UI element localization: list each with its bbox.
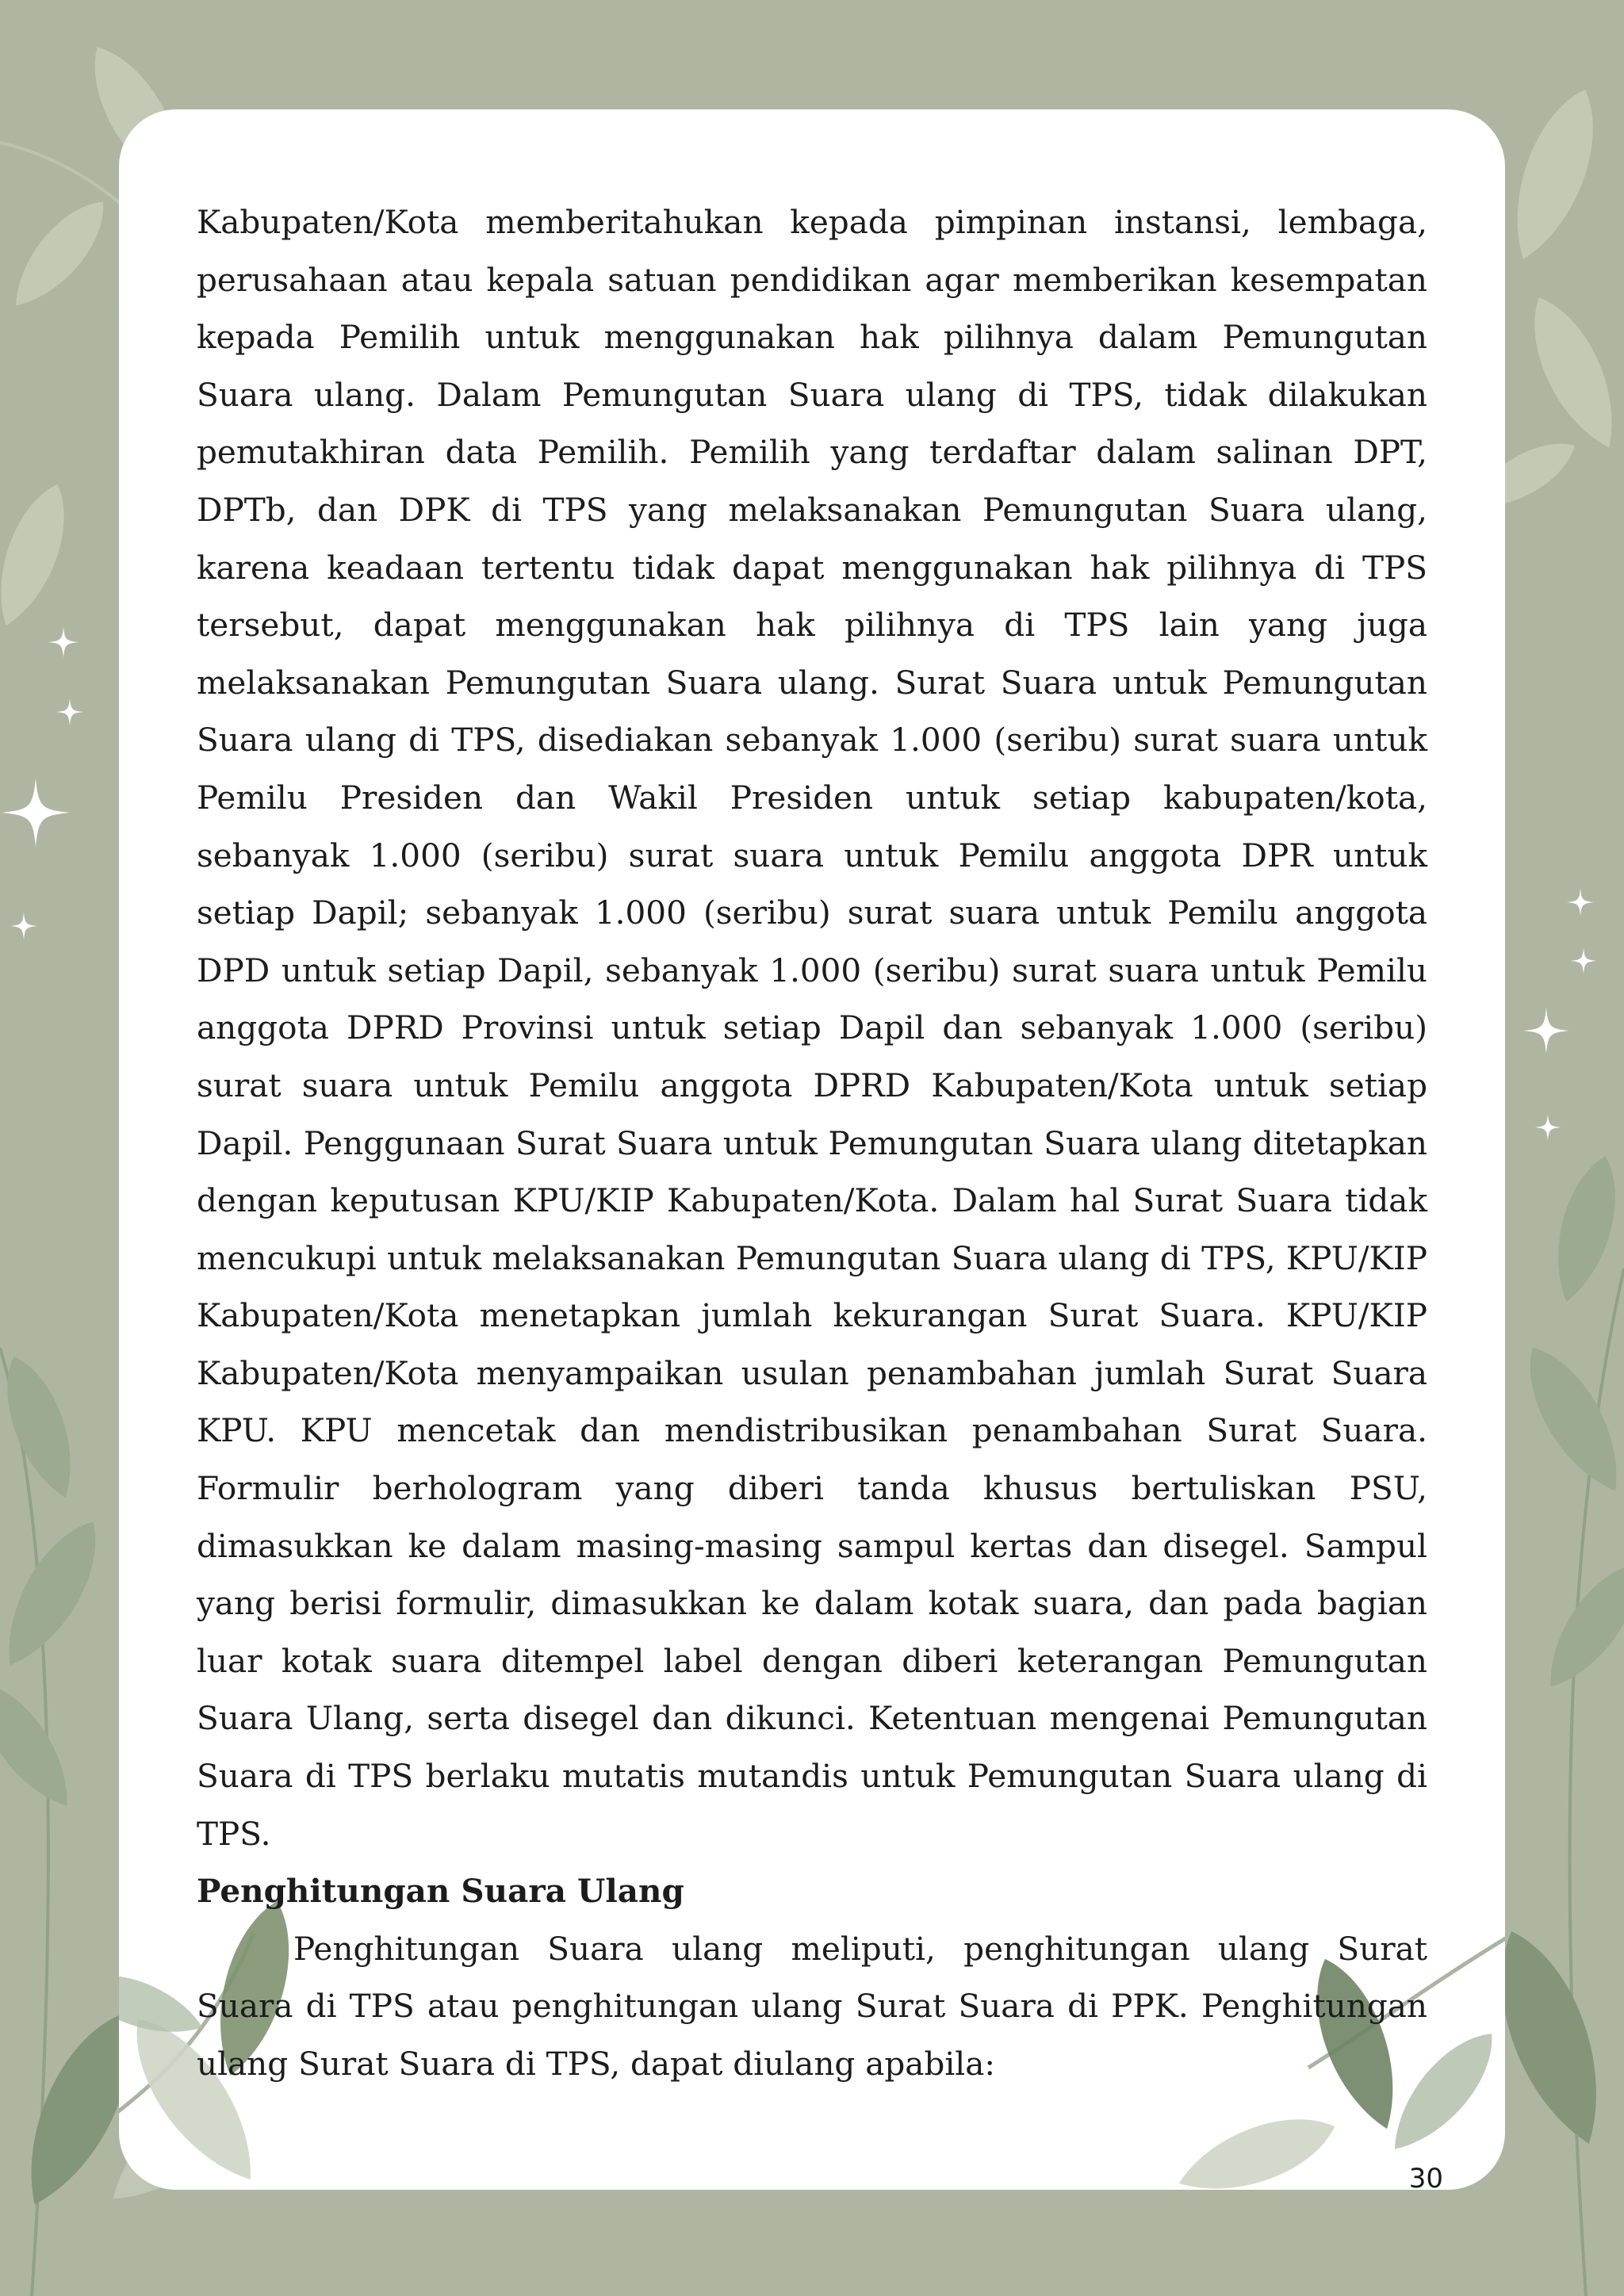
section-heading: Penghitungan Suara Ulang: [197, 1872, 684, 1911]
sparkle-icon: [2, 779, 70, 847]
sparkle-icon: [1571, 948, 1597, 974]
leaf-icon: [1170, 2101, 1344, 2190]
sparkles-left: [2, 627, 83, 939]
leaf-icon: [0, 1669, 87, 1820]
sparkle-icon: [56, 698, 84, 726]
sparkle-icon: [1523, 1008, 1569, 1054]
sparkle-icon: [1535, 1115, 1561, 1141]
leaf-icon: [1543, 1150, 1624, 1307]
sparkle-icon: [48, 627, 79, 657]
leaf-icon: [1530, 1550, 1624, 1701]
document-body: [197, 193, 1427, 2093]
leaf-icon: [0, 1509, 117, 1679]
leaf-icon: [1496, 79, 1612, 269]
leaf-icon: [0, 188, 120, 320]
section-paragraph: Penghitungan Suara ulang meliputi, penghitungan ulang Surat Suara di TPS atau penghitungan ulang Surat Suara di PPK. Penghitungan ulang Surat Suara di TPS, dapat diulang apabila:: [197, 1929, 1427, 2083]
sparkles-right: [1523, 889, 1596, 1141]
sparkle-icon: [1567, 889, 1595, 916]
page-number: 30: [1408, 2163, 1443, 2195]
paragraph-continued: Kabupaten/Kota memberitahukan kepada pimpinan instansi, lembaga, perusahaan atau kepala satuan pendidikan agar memberikan kesempatan kepada Pemilih untuk menggunakan hak pilihnya dalam Pemungutan Suara ulang. Dalam Pemungutan Suara ulang di TPS, tidak dilakukan pemutakhiran data Pemilih. Pemilih yang terdaftar dalam salinan DPT, DPTb, dan DPK di TPS yang melaksanakan Pemungutan Suara ulang, karena keadaan tertentu tidak dapat menggunakan hak pilihnya di TPS tersebut, dapat menggunakan hak pilihnya di TPS lain yang juga melaksanakan Pemungutan Suara ulang. Surat Suara untuk Pemungutan Suara ulang di TPS, disediakan sebanyak 1.000 (seribu) surat suara untuk Pemilu Presiden dan Wakil Presiden untuk setiap kabupaten/kota, sebanyak 1.000 (seribu) surat suara untuk Pemilu anggota DPR untuk setiap Dapil; sebanyak 1.000 (seribu) surat suara untuk Pemilu anggota DPD untuk setiap Dapil, sebanyak 1.000 (seribu) surat suara untuk Pemilu anggota DPRD Provinsi untuk setiap Dapil dan sebanyak 1.000 (seribu) surat suara untuk Pemilu anggota DPRD Kabupaten/Kota untuk setiap Dapil. Penggunaan Surat Suara untuk Pemungutan Suara ulang ditetapkan dengan keputusan KPU/KIP Kabupaten/Kota. Dalam hal Surat Suara tidak mencukupi untuk melaksanakan Pemungutan Suara ulang di TPS, KPU/KIP Kabupaten/Kota menetapkan jumlah kekurangan Surat Suara. KPU/KIP Kabupaten/Kota menyampaikan usulan penambahan jumlah Surat Suara KPU. KPU mencetak dan mendistribusikan penambahan Surat Suara. Formulir berhologram yang diberi tanda khusus bertuliskan PSU, dimasukkan ke dalam masing-masing sampul kertas dan disegel. Sampul yang berisi formulir, dimasukkan ke dalam kotak suara, dan pada bagian luar kotak suara ditempel label dengan diberi keterangan Pemungutan Suara Ulang, serta disegel dan dikunci. Ketentuan mengenai Pemungutan Suara di TPS berlaku mutatis mutandis untuk Pemungutan Suara ulang di TPS.: [197, 203, 1427, 1853]
leaf-icon: [0, 476, 80, 634]
leaf-icon: [0, 1348, 88, 1506]
sparkle-icon: [10, 913, 38, 940]
leaf-icon: [1515, 286, 1624, 459]
content-card: [119, 109, 1505, 2190]
